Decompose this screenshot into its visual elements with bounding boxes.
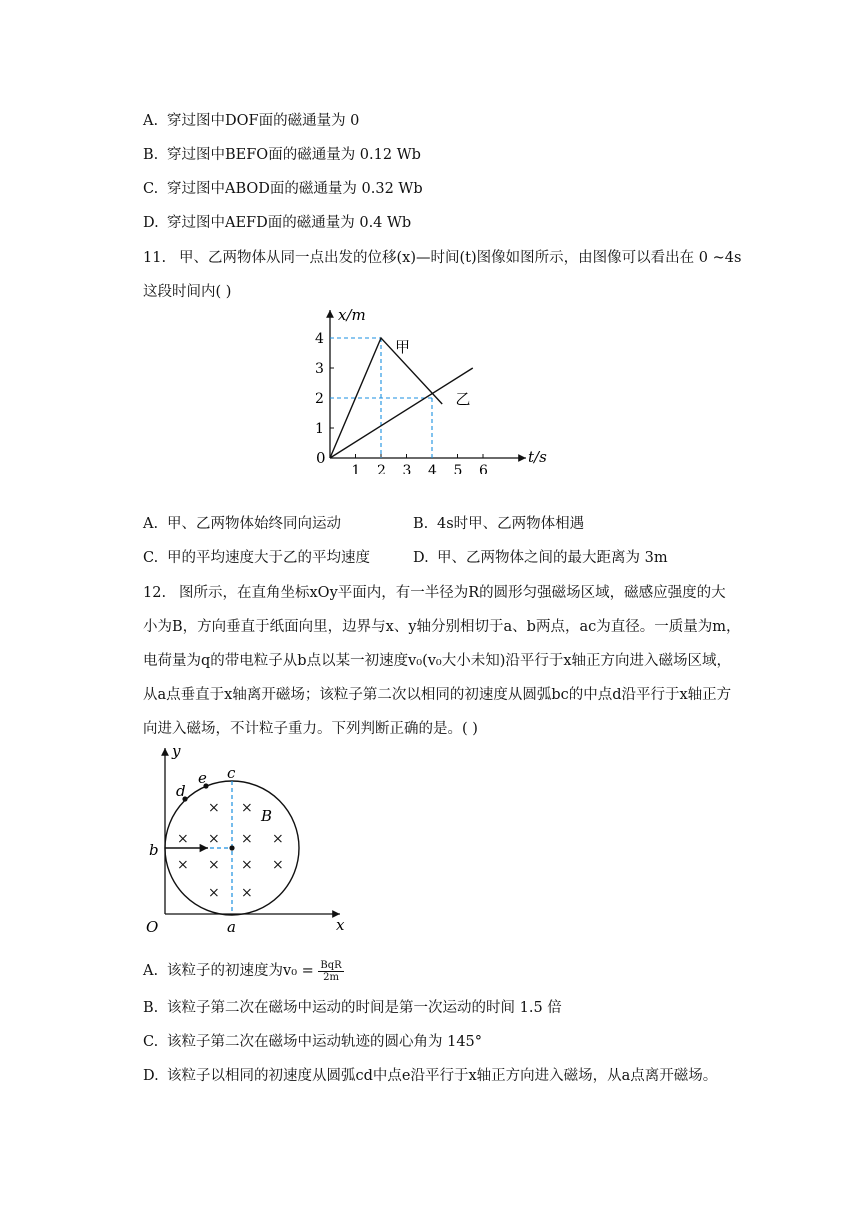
q10-option-a xyxy=(143,111,359,131)
option-letter: A. xyxy=(143,516,159,532)
label-e: e xyxy=(198,769,207,787)
field-cross: × xyxy=(208,857,220,873)
field-cross: × xyxy=(177,831,189,847)
q12-stem-line1 xyxy=(143,583,726,603)
center-point xyxy=(229,845,234,850)
y-tick-label: 2 xyxy=(315,391,324,407)
field-cross: × xyxy=(241,800,253,816)
series-label-jia: 甲 xyxy=(395,338,411,356)
fraction-numerator: BqR xyxy=(320,959,342,971)
q12-option-c xyxy=(143,1032,482,1052)
question-number: 12. xyxy=(143,585,167,601)
q11-stem-line1 xyxy=(143,248,741,268)
option-text: 该粒子第二次在磁场中运动轨迹的圆心角为 145° xyxy=(167,1034,483,1050)
option-letter: B. xyxy=(143,1000,159,1016)
q11-stem-line2: 这段时间内( ) xyxy=(143,284,232,300)
option-text: 该粒子以相同的初速度从圆弧cd中点e沿平行于x轴正方向进入磁场，从a点离开磁场。 xyxy=(167,1068,718,1084)
field-cross: × xyxy=(241,885,253,901)
option-letter: A. xyxy=(143,963,159,979)
option-text: 穿过图中AEFD面的磁通量为 0.4 Wb xyxy=(167,215,412,231)
label-d: d xyxy=(176,782,186,800)
x-tick-label: 1 xyxy=(351,463,361,474)
option-letter: C. xyxy=(143,181,159,197)
field-cross: × xyxy=(208,885,220,901)
q11-stem-text: 甲、乙两物体从同一点出发的位移(x)—时间(t)图像如图所示，由图像可以看出在 0 ~4s xyxy=(179,250,742,266)
option-text: 穿过图中BEFO面的磁通量为 0.12 Wb xyxy=(167,147,421,163)
q11-option-a xyxy=(143,514,341,534)
option-text: 4s时甲、乙两物体相遇 xyxy=(437,516,585,532)
q11-option-c xyxy=(143,548,370,568)
option-text: 甲、乙两物体之间的最大距离为 3m xyxy=(437,550,668,566)
x-tick-label: 5 xyxy=(453,463,463,474)
field-cross: × xyxy=(208,831,220,847)
question-number: 11. xyxy=(143,250,167,266)
q12-stem-line4: 从a点垂直于x轴离开磁场；该粒子第二次以相同的初速度从圆弧bc的中点d沿平行于x轴正方 xyxy=(143,687,732,703)
y-tick-label: 1 xyxy=(315,421,324,437)
field-cross: × xyxy=(177,857,189,873)
x-tick-label: 6 xyxy=(479,463,488,474)
x-tick-label: 4 xyxy=(428,463,437,474)
option-letter: B. xyxy=(413,516,429,532)
x-tick-label: 3 xyxy=(402,463,412,474)
option-text: 甲、乙两物体始终同向运动 xyxy=(167,516,341,532)
magnetic-field-figure xyxy=(140,742,360,938)
y-tick-label: 3 xyxy=(315,361,324,377)
xt-graph xyxy=(300,304,560,474)
q10-option-c xyxy=(143,179,423,199)
field-cross: × xyxy=(272,831,284,847)
fraction xyxy=(318,960,343,983)
q11-option-d xyxy=(413,548,668,568)
option-text: 该粒子第二次在磁场中运动的时间是第一次运动的时间 1.5 倍 xyxy=(167,1000,562,1016)
option-letter: C. xyxy=(143,1034,159,1050)
q11-option-b xyxy=(413,514,584,534)
series-label-yi: 乙 xyxy=(455,390,471,408)
option-text: 甲的平均速度大于乙的平均速度 xyxy=(167,550,370,566)
label-a: a xyxy=(227,918,236,936)
q12-option-b xyxy=(143,998,562,1018)
label-B: B xyxy=(261,807,273,825)
y-axis-label: y xyxy=(172,742,181,760)
option-text: 穿过图中DOF面的磁通量为 0 xyxy=(167,113,360,129)
option-letter: A. xyxy=(143,113,159,129)
q12-stem-line5: 向进入磁场，不计粒子重力。下列判断正确的是。( ) xyxy=(143,721,478,737)
fraction-denominator: 2m xyxy=(323,971,339,983)
option-letter: D. xyxy=(143,215,159,231)
option-text: 穿过图中ABOD面的磁通量为 0.32 Wb xyxy=(167,181,423,197)
x-axis-label: x xyxy=(336,916,345,934)
series-line-yi xyxy=(330,368,473,458)
option-letter: D. xyxy=(413,550,429,566)
option-text: 该粒子的初速度为v₀ = xyxy=(167,963,314,979)
x-tick-label: 0 xyxy=(316,449,326,467)
label-b: b xyxy=(149,841,159,859)
q12-stem-line2: 小为B，方向垂直于纸面向里，边界与x、y轴分别相切于a、b两点，ac为直径。一质量为m， xyxy=(143,619,741,635)
option-letter: D. xyxy=(143,1068,159,1084)
field-cross: × xyxy=(241,831,253,847)
q12-option-a xyxy=(143,958,344,984)
option-letter: B. xyxy=(143,147,159,163)
field-cross: × xyxy=(208,800,220,816)
field-cross: × xyxy=(272,857,284,873)
label-c: c xyxy=(227,764,236,782)
y-axis-label: x/m xyxy=(338,306,366,324)
q12-stem-line3: 电荷量为q的带电粒子从b点以某一初速度v₀(v₀大小未知)沿平行于x轴正方向进入磁场区域， xyxy=(143,653,732,669)
q10-option-b xyxy=(143,145,421,165)
q10-option-d xyxy=(143,213,411,233)
origin-label: O xyxy=(146,918,159,936)
option-letter: C. xyxy=(143,550,159,566)
q12-stem-text: 图所示，在直角坐标xOy平面内，有一半径为R的圆形匀强磁场区域，磁感应强度的大 xyxy=(179,585,726,601)
q12-option-d xyxy=(143,1066,717,1086)
y-tick-label: 4 xyxy=(315,331,324,347)
x-tick-label: 2 xyxy=(377,463,386,474)
field-cross: × xyxy=(241,857,253,873)
x-axis-label: t/s xyxy=(528,448,547,466)
